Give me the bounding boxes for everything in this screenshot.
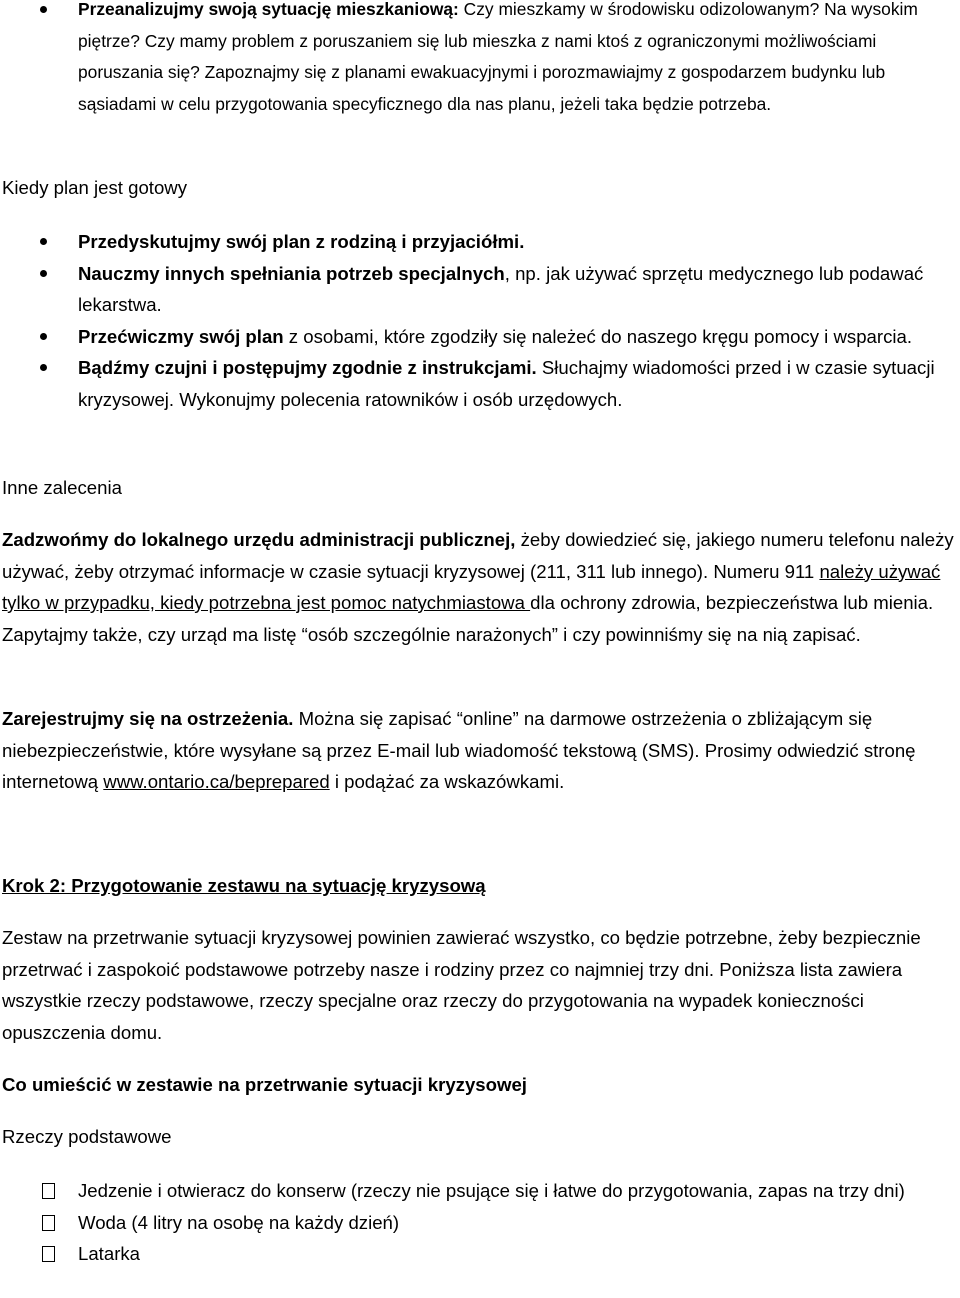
- list-item: [2, 258, 958, 321]
- bullet-text: Czy mieszkamy w środowisku odizolowanym? Na wysokim piętrze? Czy mamy problem z poruszaniem się lub mieszka z nami ktoś z ograniczonymi możliwościami poruszania się? Zapoznajmy się z planami ewakuacyjnymi i porozmawiajmy z gospodarzem budynku lub sąsiadami w celu przygotowania specyficznego dla nas planu, jeżeli taka będzie potrzeba.: [78, 0, 918, 114]
- paragraph-local-office: [2, 524, 958, 650]
- paragraph-register-alerts: [2, 703, 958, 798]
- paragraph-underlined: należy używać tylko w przypadku, kiedy potrzebna jest pomoc natychmiastowa: [2, 560, 941, 613]
- checklist-text: Latarka: [78, 1243, 141, 1264]
- bullet-icon: [40, 333, 47, 340]
- paragraph-bold: Zarejestrujmy się na ostrzeżenia.: [2, 708, 294, 729]
- list-item: [2, 352, 958, 415]
- bullet-text: Słuchajmy wiadomości przed i w czasie sytuacji kryzysowej. Wykonujmy polecenia ratowników i osób urzędowych.: [78, 357, 935, 410]
- paragraph-text: i podążać za wskazówkami.: [329, 771, 565, 792]
- plan-bullet-list: [2, 226, 958, 415]
- step2-paragraph: Zestaw na przetrwanie sytuacji kryzysowej powinien zawierać wszystko, co będzie potrzebne, żeby bezpiecznie przetrwać i zaspokoić podstawowe potrzeby nasze i rodziny przez co najmniej trzy dni. Poniższa lista zawiera wszystkie rzeczy podstawowe, rzeczy specjalne oraz rzeczy do przygotowania na wypadek konieczności opuszczenia domu.: [2, 927, 921, 1043]
- bullet-bold: Bądźmy czujni i postępujmy zgodnie z instrukcjami.: [78, 357, 537, 378]
- bullet-bold: Przeanalizujmy swoją sytuację mieszkaniową:: [78, 0, 459, 19]
- bullet-bold: Przedyskutujmy swój plan z rodziną i przyjaciółmi.: [78, 231, 525, 252]
- paragraph-text: żeby dowiedzieć się, jakiego numeru telefonu należy używać, żeby otrzymać informacje w czasie sytuacji kryzysowej (211, 311 lub innego). Numeru 911: [2, 529, 954, 582]
- paragraph-text: dla ochrony zdrowia, bezpieczeństwa lub mienia. Zapytajmy także, czy urząd ma listę “osób szczególnie narażonych” i czy powinniśmy się na nią zapisać.: [2, 592, 934, 645]
- bullet-text: , np. jak używać sprzętu medycznego lub podawać lekarstwa.: [78, 262, 924, 315]
- paragraph-bold: Zadzwońmy do lokalnego urzędu administracji publicznej,: [2, 529, 516, 550]
- list-item: [2, 1175, 958, 1207]
- checkbox-icon: [42, 1246, 55, 1262]
- paragraph-text: Można się zapisać “online” na darmowe ostrzeżenia o zbliżającym się niebezpieczeństwie, które wysyłane są przez E-mail lub wiadomość tekstową (SMS). Prosimy odwiedzić stronę internetową: [2, 708, 916, 792]
- bullet-text: z osobami, które zgodziły się należeć do naszego kręgu pomocy i wsparcia.: [283, 325, 913, 347]
- list-item: [2, 1238, 958, 1270]
- bullet-bold: Przećwiczmy swój plan: [78, 325, 284, 347]
- checklist-text: Woda (4 litry na osobę na każdy dzień): [78, 1211, 400, 1233]
- list-item: [2, 1207, 958, 1239]
- kit-heading: Co umieścić w zestawie na przetrwanie sytuacji kryzysowej: [2, 1074, 527, 1095]
- heading-other-recommendations: Inne zalecenia: [2, 477, 122, 498]
- basics-heading: Rzeczy podstawowe: [2, 1126, 172, 1147]
- bullet-bold: Nauczmy innych spełniania potrzeb specjalnych: [78, 262, 505, 284]
- heading-plan-ready: Kiedy plan jest gotowy: [2, 177, 188, 198]
- bullet-icon: [40, 6, 47, 13]
- situation-bullet-list: [2, 0, 958, 120]
- beprepared-link[interactable]: www.ontario.ca/beprepared: [103, 771, 330, 792]
- list-item: [2, 0, 958, 120]
- checkbox-icon: [42, 1183, 55, 1199]
- checklist-text: Jedzenie i otwieracz do konserw (rzeczy nie psujące się i łatwe do przygotowania, zapas na trzy dni): [78, 1180, 905, 1201]
- bullet-icon: [40, 364, 47, 371]
- bullet-icon: [40, 270, 47, 277]
- list-item: [2, 321, 958, 353]
- bullet-icon: [40, 238, 47, 245]
- step2-heading: Krok 2: Przygotowanie zestawu na sytuację kryzysową: [2, 875, 486, 896]
- checkbox-icon: [42, 1215, 55, 1231]
- basics-checklist: [2, 1175, 958, 1270]
- list-item: [2, 226, 958, 258]
